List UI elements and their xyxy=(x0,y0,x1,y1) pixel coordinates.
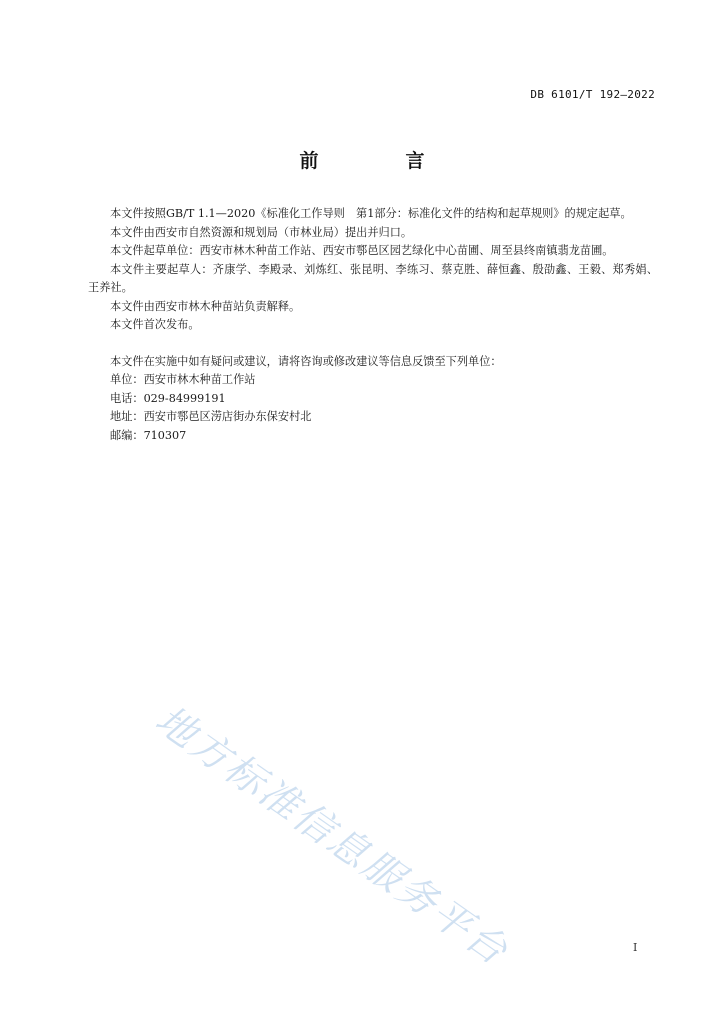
contact-postcode: 邮编：710307 xyxy=(110,428,187,442)
contact-address: 地址：西安市鄠邑区涝店街办东保安村北 xyxy=(110,410,312,423)
paragraph-drafting-units: 本文件起草单位：西安市林木种苗工作站、西安市鄠邑区园艺绿化中心苗圃、周至县终南镇翡龙苗圃。 xyxy=(110,244,614,257)
document-body xyxy=(88,205,658,445)
contact-phone: 电话：029-84999191 xyxy=(110,391,226,405)
paragraph-first-release: 本文件首次发布。 xyxy=(110,318,200,331)
contact-unit: 单位：西安市林木种苗工作站 xyxy=(110,373,256,386)
paragraph-interpretation: 本文件由西安市林木种苗站负责解释。 xyxy=(110,299,301,313)
page-number: I xyxy=(633,941,638,954)
contact-section xyxy=(88,353,658,446)
paragraph-drafting-rules: 本文件按照GB/T 1.1—2020《标准化工作导则 第1部分：标准化文件的结构和起草规则》的规定起草。 xyxy=(110,207,632,220)
document-code: DB 6101/T 192—2022 xyxy=(530,88,655,101)
page-title: 前 言 xyxy=(299,150,459,172)
paragraph-drafters: 本文件主要起草人：齐康学、李殿录、刘炼红、张昆明、李练习、蔡克胜、薛恒鑫、殷劭鑫、王毅、郑秀娟、王养社。 xyxy=(88,262,658,294)
section-spacer xyxy=(88,335,658,353)
watermark: 地方标准信息服务平台 xyxy=(147,697,517,976)
contact-intro: 本文件在实施中如有疑问或建议，请将咨询或修改建议等信息反馈至下列单位： xyxy=(110,354,502,368)
paragraph-proposer: 本文件由西安市自然资源和规划局（市林业局）提出并归口。 xyxy=(110,225,413,239)
